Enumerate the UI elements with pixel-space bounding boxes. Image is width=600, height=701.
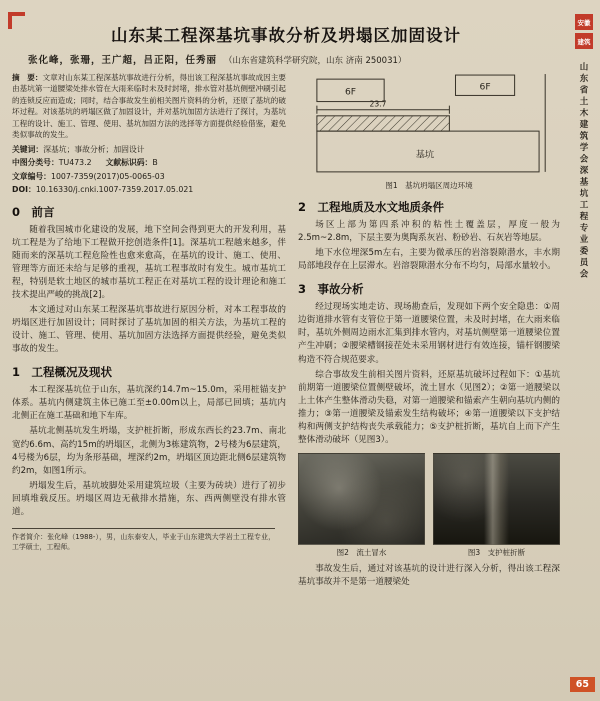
article-no-label: 文章编号： [12,171,51,181]
article-no-line [12,171,286,183]
section-3-paragraph: 经过现场实地走访、现场勘查后，发现如下两个安全隐患：①周边街道排水管有支管位于第一道腰梁位置，未及时封堵，在大雨来临时，基坑外侧周边雨水汇集到排水管内，对基坑侧壁第一道腰梁位置产生冲刷；②腰梁槽钢接茬处未采用钢材进行有效连接，锚杆钢腰梁构造不符合规范要求。 [298,302,560,365]
right-column [298,72,560,591]
pit-label: 基坑 [415,149,435,161]
page-number: 65 [570,677,595,692]
keywords-label: 关键词： [12,145,44,155]
journal-badge: 安徽 [575,14,593,30]
section-1-paragraph: 基坑北侧基坑发生坍塌，支护桩折断，形成东西长约23.7m、南北宽约6.6m、高约15m的坍塌区，北侧为3栋建筑物，2号楼为6层建筑，4号楼为6层，均为条形基础，埋深约2m，坍塌区顶边距北侧6层建筑物约2m，如图1所示。 [12,426,286,476]
keywords-value: 深基坑；事故分析；加固设计 [43,145,145,155]
doc-code-value: B [152,158,158,168]
figure3-photo [433,453,560,545]
section-0-paragraph: 随着我国城市化建设的发展，地下空间会得到更大的开发利用，基坑工程是为了给地下工程做开挖创造条件[1]。深基坑工程越来越多，伴随而来的深基坑工程危险性也愈来愈高，在基坑的设计、施工、使用、管理等方面还未给与足够的重视，基坑工程事故时有发生。城市基坑工程，特别是软土地区的城市基坑工程正在对基坑工程的设计理论和施工技术提出严峻的挑战[2]。 [12,224,286,300]
journal-logo-badges [575,14,593,49]
figure1-site-diagram [298,72,560,178]
two-column-body [12,72,560,591]
doi-label: DOI： [12,184,36,194]
affiliation: （山东省建筑科学研究院，山东 济南 250031） [224,56,407,66]
section-0-heading: 0 前言 [12,204,55,219]
closing-paragraph: 事故发生后，通过对该基坑的设计进行深入分析，得出该工程深基坑事故并不是第一道腰梁处 [298,563,560,587]
doi-line [12,184,286,196]
page-content [12,6,560,591]
section-2-heading: 2 工程地质及水文地质条件 [298,200,445,214]
keywords-line [12,144,286,156]
clc-value: TU473.2 [58,158,92,168]
sidebar-vertical-text: 山东省土木建筑学会深基坑工程专业委员会 [578,62,588,281]
figure1-caption: 图1 基坑坍塌区周边环境 [385,181,473,190]
section-3-heading: 3 事故分析 [298,282,364,297]
page-title: 山东某工程深基坑事故分析及坍塌区加固设计 [111,26,461,45]
journal-badge: 建筑 [575,33,593,49]
section-1-heading: 1 工程概况及现状 [12,365,113,380]
clc-line [12,157,286,169]
figure3-caption: 图3 支护桩折断 [467,547,526,557]
section-1-paragraph: 坍塌发生后，基坑坡脚处采用建筑垃圾（主要为砖块）进行了初步回填堆载反压。坍塌区周边无截排水措施，东、西两侧壁没有排水管道。 [12,480,286,517]
clc-label: 中图分类号： [12,158,59,168]
authors-row [28,52,560,66]
abstract [12,72,286,140]
figure2-caption: 图2 流土冒水 [336,547,387,557]
abstract-text: 文章对山东某工程深基坑事故进行分析，得出该工程深基坑事故成因主要由基坑第一道腰梁处排水管在大雨来临时未及时封堵，排水管对基坑侧壁冲刷引起的连锁反应而造成；同时，结合事故发生前相关图片资料的分析，还原了基坑的破坏过程。对该基坑的坍塌区做了加固设计，并对基坑加固方法进行了探讨，为基坑工程的设计、施工、管理、使用、基坑加固方法的选择等方面提供经验借鉴，避免类似事故的发生。 [12,73,287,139]
figure-photos-row [298,453,560,545]
section-1-paragraph: 本工程深基坑位于山东，基坑深约14.7m~15.0m，采用桩锚支护体系。基坑内侧建筑主体已施工至±0.00m以上，局部已回填；基坑内北侧正在施工基础和地下车库。 [12,385,286,422]
section-0-paragraph: 本文通过对山东某工程深基坑事故进行原因分析，对本工程事故的坍塌区进行加固设计；同时探讨了基坑加固的相关方法，为基坑工程的设计、施工、管理、使用、基坑加固方法选择方面提供经验，避免类似事故的发生。 [12,305,286,355]
authors: 张化峰，张珊，王广超，吕正阳，任秀丽 [28,55,218,66]
doi-value: 10.16330/j.cnki.1007-7359.2017.05.021 [35,184,194,194]
figure1 [298,72,560,191]
figure2-photo [298,453,425,545]
section-3-paragraph: 综合事故发生前相关图片资料，还原基坑破坏过程如下：①基坑前期第一道腰梁位置侧壁破坏，流土冒水（见图2）；②第一道腰梁以上土体产生整体滑动失稳，对第一道腰梁和锚索产生朝向基坑内侧的推力；③第一道腰梁及锚索发生结构破坏；④第一道腰梁以下支护结构和两侧支护结构丧失承载能力；⑤支护桩折断，基坑自上而下产生整体滑动破坏（见图3）。 [298,369,560,445]
collapse-length-dimension: 23.7 [369,99,387,109]
building-6f-label: 6F [344,86,357,98]
abstract-label: 摘 要： [12,73,43,82]
doc-code-label: 文献标识码： [105,158,153,168]
article-no-value: 1007-7359(2017)05-0065-03 [50,171,165,181]
left-column [12,72,286,591]
section-2-paragraph: 地下水位埋深5m左右，主要为微承压的岩溶裂隙潜水，丰水期局部地段存在上层滞水。岩溶裂隙潜水分布不均匀，局部水量较小。 [298,248,560,272]
section-2-paragraph: 场区上部为第四系冲积的粘性土覆盖层，厚度一般为2.5m~2.8m，下层主要为奥陶系灰岩、粉砂岩、石灰岩等地层。 [298,220,560,244]
author-bio-footnote: 作者简介：张化峰（1988-），男，山东泰安人，毕业于山东建筑大学岩土工程专业，工学硕士，工程师。 [12,528,275,553]
building-6f-label: 6F [479,81,491,93]
collapse-zone-hatch [317,116,450,131]
journal-sidebar [566,0,600,701]
figure-captions-row [298,545,560,558]
